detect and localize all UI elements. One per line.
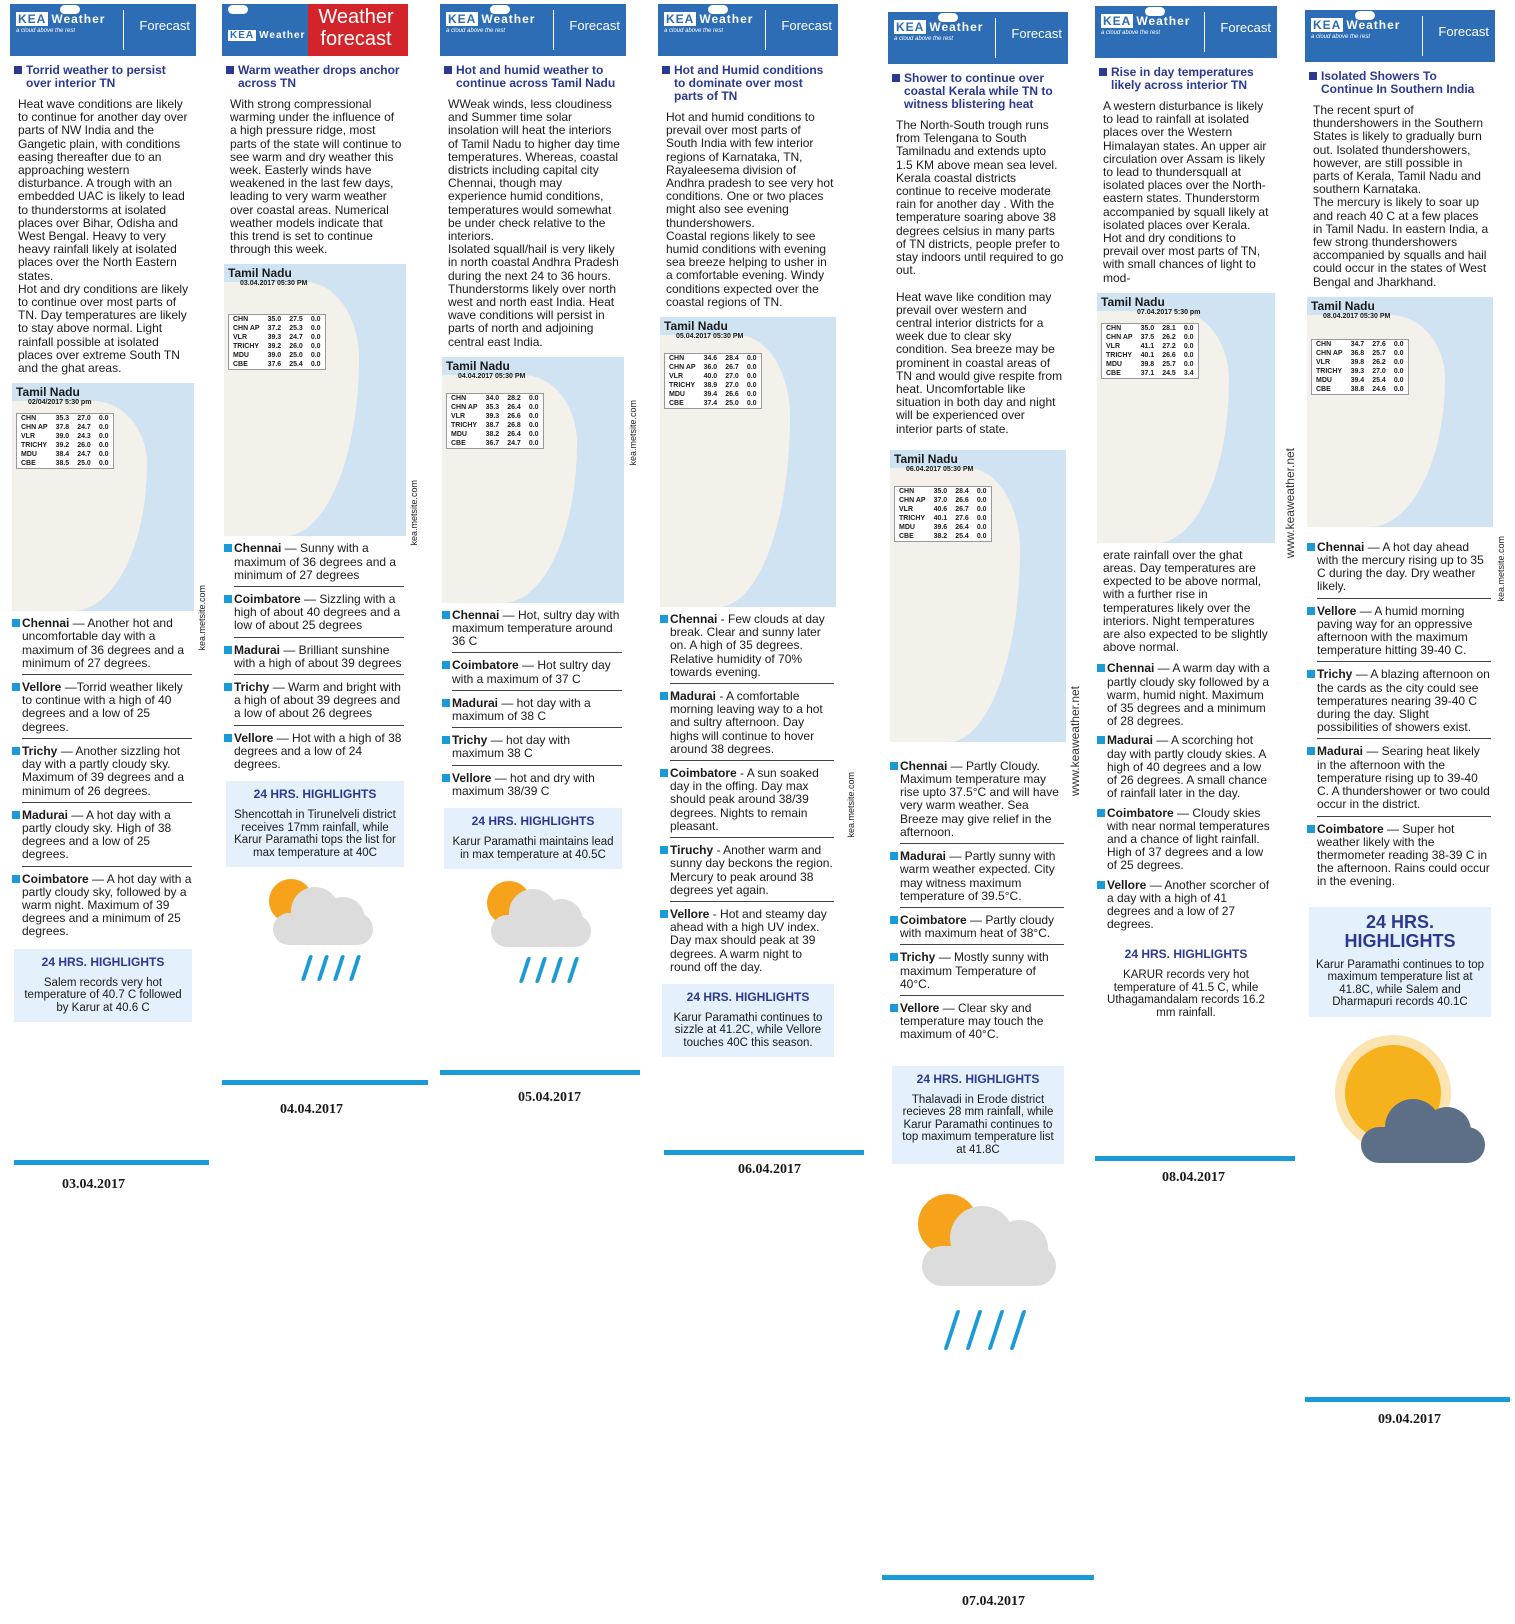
map-title: Tamil Nadu <box>446 358 510 373</box>
sun-cloud-rain-icon <box>255 875 375 985</box>
article-body: WWeak winds, less cloudiness and Summer time solar insolation will heat the interiors of Tamil Nadu to higher day time temperatures. Whereas, coastal districts including capital city Chennai, though may experience humid conditions, temperatures would somewhat be under check relative to the interiors. Isolated squall/hail is very likely in north coastal Andhra Pradesh during the next 24 to 36 hours. Thunderstorms likely over north west and north east India. Heat wave conditions will persist in parts of north and adjoining central east India. <box>448 97 620 349</box>
issue-date: 07.04.2017 <box>962 1594 1025 1609</box>
city-forecast: Madurai - A comfortable morning leaving way to a hot and sultry afternoon. Day highs will continue to hover around 38 degrees. <box>670 690 834 761</box>
city-forecast: Coimbatore - A sun soaked day in the offing. Day max should peak around 38/39 degrees. Nights to remain pleasant. <box>670 767 834 838</box>
city-forecast: Coimbatore — Hot sultry day with a maximum of 37 C <box>452 659 622 690</box>
city-forecast: Madurai — hot day with a maximum of 38 C <box>452 697 622 728</box>
credit: kea.metsite.com <box>409 480 419 546</box>
city-forecast: Trichy — Another sizzling hot day with a partly cloudy sky. Maximum of 39 degrees and a minimum of 26 degrees. <box>22 745 192 803</box>
city-forecast: Trichy — hot day with maximum 38 C <box>452 734 622 765</box>
map-date: 03.04.2017 05:30 PM <box>240 280 308 288</box>
map-title: Tamil Nadu <box>894 451 958 466</box>
map-tamil-nadu <box>1307 297 1493 527</box>
highlights-box <box>14 949 192 1023</box>
temperature-table: CHN 34.7 27.6 0.0 CHN AP 36.8 25.7 0.0 VLR 39.8 26.2 0.0 TRICHY 39.3 27.0 0.0 MDU 39.4 25.4 0.0 CBE 38.8 24.6 0.0 <box>1311 339 1409 395</box>
highlights-title: 24 HRS. HIGHLIGHTS <box>1124 947 1248 962</box>
brand-logo: KEA Weather <box>230 30 306 41</box>
article-body: The recent spurt of thundershowers in the Southern States is likely to gradually burn out. Isolated thundershowers, however, are still possible in parts of Kerala, Tamil Nadu and southern Karnataka. The mercury is likely to soar up and reach 40 C at a few places in Tamil Nadu. In eastern India, a few strong thundershowers accompanied by squalls and hail could occur in the states of West Bengal and Jharkhand. <box>1313 103 1489 289</box>
headline: Shower to continue over coastal Kerala while TN to witness blistering heat <box>892 72 1064 111</box>
credit: kea.metsite.com <box>846 772 856 838</box>
city-forecast: Tiruchy - Another warm and sunny day beckons the region. Mercury to peak around 38 degrees yet again. <box>670 844 834 902</box>
column-09-04 <box>1305 4 1495 1169</box>
temperature-table: CHN 34.0 28.2 0.0 CHN AP 35.3 26.4 0.0 VLR 39.3 26.6 0.0 TRICHY 38.7 26.8 0.0 MDU 38.2 26.4 0.0 CBE 36.7 24.7 0.0 <box>446 393 544 449</box>
city-forecast: Vellore — hot and dry with maximum 38/39 C <box>452 772 622 802</box>
issue-date: 08.04.2017 <box>1162 1170 1225 1185</box>
map-title: Tamil Nadu <box>228 266 292 281</box>
map-tamil-nadu <box>660 317 836 607</box>
section-label: Weather forecast <box>318 6 394 50</box>
column-04-04 <box>222 4 408 985</box>
city-forecast: Chennai — Sunny with a maximum of 36 degrees and a minimum of 27 degrees <box>234 542 404 587</box>
issue-date: 05.04.2017 <box>518 1090 581 1105</box>
city-forecast: Madurai — A hot day with a partly cloudy sky. High of 38 degrees and a low of 25 degrees. <box>22 809 192 867</box>
date-rule <box>222 1080 428 1085</box>
section-label: Forecast <box>1220 20 1271 35</box>
date-rule <box>440 1070 640 1075</box>
column-05-04 <box>440 4 626 987</box>
masthead <box>888 12 1068 64</box>
sun-cloud-icon <box>1315 1039 1485 1169</box>
column-06-04 <box>658 4 838 1061</box>
city-forecast: Coimbatore — Cloudy skies with near normal temperatures and a chance of light rainfall. High of 37 degrees and a low of 25 degrees. <box>1107 807 1273 877</box>
highlights-text: Karur Paramathi continues to top maximum temperature list at 41.8C, while Salem and Dharmapuri records 40.1C <box>1315 958 1485 1009</box>
date-rule <box>1305 1397 1510 1402</box>
temperature-table: CHN 35.0 27.5 0.0 CHN AP 37.2 25.3 0.0 VLR 39.3 24.7 0.0 TRICHY 39.2 26.0 0.0 MDU 39.0 25.0 0.0 CBE 37.6 25.4 0.0 <box>228 314 326 370</box>
map-title: Tamil Nadu <box>1311 298 1375 313</box>
brand-logo: KEA Weather a cloud above the rest <box>1101 14 1191 36</box>
city-forecast: Trichy — Mostly sunny with maximum Temperature of 40°C. <box>900 951 1064 996</box>
map-date: 07.04.2017 5:30 pm <box>1137 308 1201 316</box>
map-title: Tamil Nadu <box>16 385 80 400</box>
masthead <box>1095 6 1277 58</box>
city-forecast: Coimbatore — Sizzling with a high of about 40 degrees and a low of about 25 degrees <box>234 593 404 638</box>
highlights-title: 24 HRS. HIGHLIGHTS <box>686 989 810 1004</box>
section-label: Forecast <box>1438 24 1489 39</box>
column-03-04 <box>10 4 196 1026</box>
sun-cloud-rain-icon <box>473 877 593 987</box>
highlights-box <box>226 781 404 867</box>
map-title: Tamil Nadu <box>664 319 728 334</box>
headline: Hot and Humid conditions to dominate over most parts of TN <box>662 64 834 103</box>
date-rule <box>14 1160 209 1165</box>
issue-date: 06.04.2017 <box>738 1162 801 1177</box>
highlights-title: 24 HRS. HIGHLIGHTS <box>1344 911 1456 951</box>
brand-logo: KEA Weather a cloud above the rest <box>446 12 536 34</box>
issue-date: 09.04.2017 <box>1378 1412 1441 1427</box>
map-date: 06.04.2017 05:30 PM <box>906 465 974 473</box>
city-forecast: Chennai - Few clouds at day break. Clear and sunny later on. A high of 35 degrees. Relative humidity of 70% towards evening. <box>670 613 834 684</box>
city-forecast: Coimbatore — Partly cloudy with maximum heat of 38°C. <box>900 914 1064 945</box>
column-08-04 <box>1095 4 1277 1031</box>
sun-cloud-rain-icon <box>898 1190 1058 1360</box>
article-body: Heat wave conditions are likely to continue for another day over parts of NW India and the Gangetic plain, with conditions easing thereafter due to an approaching western disturbance. A trough with an embedded UAC is likely to lead to thunderstorms at isolated places over Bihar, Odisha and West Bengal. Heavy to very heavy rainfall likely at isolated places over the North Eastern states. Hot and dry conditions are likely to continue over most parts of TN. Day temperatures are likely to stay above normal. Light rainfall possible at isolated places over extreme South TN and the ghat areas. <box>18 97 189 376</box>
highlights-box <box>1099 941 1273 1027</box>
city-forecast: Trichy — Warm and bright with a high of about 39 degrees and a low of about 26 degrees <box>234 681 404 726</box>
highlights-text: Thalavadi in Erode district recieves 28 mm rainfall, while Karur Paramathi continues to top maximum temperature list at 41.8C <box>902 1093 1054 1156</box>
city-forecast: Vellore — Hot with a high of 38 degrees and a low of 24 degrees. <box>234 732 404 776</box>
headline: Isolated Showers To Continue In Southern India <box>1309 70 1491 96</box>
masthead <box>1305 10 1495 62</box>
cloud-logo-icon <box>228 5 248 14</box>
masthead <box>222 4 408 56</box>
date-rule <box>882 1575 1094 1580</box>
brand-logo: KEA Weather a cloud above the rest <box>16 12 106 34</box>
map-title: Tamil Nadu <box>1101 294 1165 309</box>
brand-logo: KEA Weather a cloud above the rest <box>664 12 754 34</box>
temperature-table: CHN 35.3 27.0 0.0 CHN AP 37.8 24.7 0.0 VLR 39.0 24.3 0.0 TRICHY 39.2 26.0 0.0 MDU 38.4 24.7 0.0 CBE 38.5 25.0 0.0 <box>16 413 114 469</box>
city-forecast: Chennai — A warm day with a partly cloudy sky followed by a warm, humid night. Maximum of 35 degrees and a minimum of 28 degrees. <box>1107 662 1273 732</box>
city-forecast: Coimbatore — A hot day with a partly cloudy sky, followed by a warm night. Maximum of 39 degrees and a minimum of 25 degrees. <box>22 873 192 943</box>
map-tamil-nadu <box>12 383 194 611</box>
highlights-title: 24 HRS. HIGHLIGHTS <box>41 954 165 969</box>
credit: kea.metsite.com <box>628 400 638 466</box>
highlights-text: KARUR records very hot temperature of 41.5 C, while Uthagamandalam records 16.2 mm rainfall. <box>1107 969 1265 1019</box>
map-tamil-nadu <box>1097 293 1275 543</box>
watermark: www.keaweather.net <box>1068 686 1082 797</box>
city-forecast: Vellore — Another scorcher of a day with a high of 41 degrees and a low of 27 degrees. <box>1107 879 1273 936</box>
highlights-title: 24 HRS. HIGHLIGHTS <box>916 1071 1040 1086</box>
article-body: Hot and humid conditions to prevail over most parts of South India with few interior regions of Karnataka, TN, Rayaleesema division of Andhra pradesh to see very hot conditions. One or two places might also see evening thundershowers. Coastal regions likely to see humid conditions with evening sea breeze helping to usher in a comfortable evening. Windy conditions expected over the coastal regions of TN. <box>666 110 834 309</box>
city-forecast: Madurai — Searing heat likely in the afternoon with the temperature rising up to 39-40 C. A thundershower or two could occur in the district. <box>1317 745 1491 816</box>
map-tamil-nadu <box>890 450 1066 742</box>
highlights-text: Karur Paramathi maintains lead in max temperature at 40.5C <box>452 836 614 861</box>
masthead <box>440 4 626 56</box>
article-body: The North-South trough runs from Telengana to South Tamilnadu and extends upto 1.5 KM above mean sea level. Kerala coastal districts continue to receive moderate rain for another day . With the temperature soaring above 38 degrees celsius in many parts of TN districts, people prefer to stay indoors until required to go out. Heat wave like condition may prevail over western and central interior districts for a week due to clear sky condition. Sea breeze may be prominent in coastal areas of TN and would give respite from heat. Uncomfortable like situation in both day and night will be experienced over interior parts of state. <box>896 118 1064 436</box>
city-forecast: Vellore - Hot and steamy day ahead with a high UV index. Day max should peak at 39 degrees. A warm night to round off the day. <box>670 908 834 978</box>
highlights-box <box>662 984 834 1058</box>
section-label: Forecast <box>139 18 190 33</box>
issue-date: 03.04.2017 <box>62 1177 125 1192</box>
article-body-continued: erate rainfall over the ghat areas. Day temperatures are expected to be above normal, with a further rise in temperatures likely over the interiors. Night temperatures are also expected to be slightly above normal. <box>1103 547 1268 655</box>
city-forecast: Vellore — Clear sky and temperature may touch the maximum of 40°C. <box>900 1002 1064 1046</box>
city-forecast: Chennai — A hot day ahead with the mercury rising up to 35 C during the day. Dry weather likely. <box>1317 541 1491 599</box>
highlights-text: Shencottah in Tirunelveli district receives 17mm rainfall, while Karur Paramathi tops the list for max temperature at 40C <box>234 809 396 859</box>
headline: Warm weather drops anchor across TN <box>226 64 404 90</box>
map-date: 02/04/2017 5:30 pm <box>28 399 92 407</box>
map-tamil-nadu <box>224 264 406 536</box>
headline: Torrid weather to persist over interior TN <box>14 64 192 90</box>
highlights-box <box>1309 907 1491 1017</box>
city-forecast: Coimbatore — Super hot weather likely with the thermometer reading 38-39 C in the afternoon. Rains could occur in the evening. <box>1317 823 1491 893</box>
city-forecast: Vellore — A humid morning paving way for an oppressive afternoon with the maximum temperature hitting 39-40 C. <box>1317 605 1491 663</box>
city-forecast: Madurai — Brilliant sunshine with a high of about 39 degrees <box>234 644 404 675</box>
temperature-table: CHN 35.0 28.1 0.0 CHN AP 37.5 26.2 0.0 VLR 41.1 27.2 0.0 TRICHY 40.1 26.6 0.0 MDU 39.8 25.7 0.0 CBE 37.1 24.5 3.4 <box>1101 323 1199 379</box>
credit: kea.metsite.com <box>1496 536 1506 602</box>
city-forecast: Madurai — A scorching hot day with partly cloudy skies. A high of 40 degrees and a low of 26 degrees. A small chance of rainfall later in the day. <box>1107 734 1273 804</box>
highlights-text: Karur Paramathi continues to sizzle at 41.2C, while Vellore touches 40C this season. <box>673 1011 823 1049</box>
masthead <box>10 4 196 56</box>
map-date: 08.04.2017 05:30 PM <box>1323 312 1391 320</box>
highlights-title: 24 HRS. HIGHLIGHTS <box>471 814 595 829</box>
highlights-box <box>892 1066 1064 1165</box>
city-forecast: Chennai — Partly Cloudy. Maximum temperature may rise upto 37.5°C and will have very warm weather. Sea Breeze may give relief in the afternoon. <box>900 760 1064 844</box>
section-label: Forecast <box>781 18 832 33</box>
date-rule <box>664 1150 864 1155</box>
city-forecast: Chennai — Another hot and uncomfortable day with a maximum of 36 degrees and a minimum of 27 degrees. <box>22 617 192 675</box>
city-forecast: Trichy — A blazing afternoon on the cards as the city could see temperatures nearing 39-40 C during the day. Slight possibilities of showers exist. <box>1317 668 1491 739</box>
headline: Rise in day temperatures likely across interior TN <box>1099 66 1273 92</box>
article-body: With strong compressional warming under the influence of a high pressure ridge, most parts of the state will continue to see warm and dry weather this week. Easterly winds have weakened in the last few days, leading to very warm weather over coastal areas. Numerical weather models indicate that this trend is set to continue through this week. <box>230 97 402 257</box>
masthead <box>658 4 838 56</box>
highlights-title: 24 HRS. HIGHLIGHTS <box>253 787 377 802</box>
brand-logo: KEA Weather a cloud above the rest <box>894 20 984 42</box>
credit: kea.metsite.com <box>197 585 207 651</box>
city-forecast: Chennai — Hot, sultry day with maximum temperature around 36 C <box>452 609 622 654</box>
map-date: 05.04.2017 05:30 PM <box>676 333 744 341</box>
temperature-table: CHN 35.0 28.4 0.0 CHN AP 37.0 26.6 0.0 VLR 40.6 26.7 0.0 TRICHY 40.1 27.6 0.0 MDU 39.6 26.4 0.0 CBE 38.2 25.4 0.0 <box>894 486 992 542</box>
temperature-table: CHN 34.6 28.4 0.0 CHN AP 36.0 26.7 0.0 VLR 40.0 27.0 0.0 TRICHY 38.9 27.0 0.0 MDU 39.4 26.6 0.0 CBE 37.4 25.0 0.0 <box>664 353 762 409</box>
article-body: A western disturbance is likely to lead to rainfall at isolated places over the Western Himalayan states. An upper air circulation over Assam is likely to lead to thundersquall at isolated places over the North-eastern states. Thunderstorm accompanied by squall likely at isolated places over Kerala. Hot and dry conditions to prevail over most parts of TN, with small chances of light to mod- <box>1103 99 1269 285</box>
highlights-text: Salem records very hot temperature of 40.7 C followed by Karur at 40.6 C <box>24 976 182 1014</box>
city-forecast: Madurai — Partly sunny with warm weather expected. City may witness maximum temperature of 39.5°C. <box>900 850 1064 908</box>
city-forecast: Vellore —Torrid weather likely to continue with a high of 40 degrees and a low of 25 degrees. <box>22 681 192 739</box>
column-07-04 <box>888 4 1068 1360</box>
map-date: 04.04.2017 05:30 PM <box>458 372 526 380</box>
date-rule <box>1095 1156 1295 1161</box>
headline: Hot and humid weather to continue across Tamil Nadu <box>444 64 622 90</box>
highlights-box <box>444 808 622 869</box>
map-tamil-nadu <box>442 357 624 603</box>
brand-logo: KEA Weather a cloud above the rest <box>1311 18 1401 40</box>
issue-date: 04.04.2017 <box>280 1102 343 1117</box>
watermark: www.keaweather.net <box>1283 448 1297 559</box>
section-label: Forecast <box>569 18 620 33</box>
section-label: Forecast <box>1011 26 1062 41</box>
